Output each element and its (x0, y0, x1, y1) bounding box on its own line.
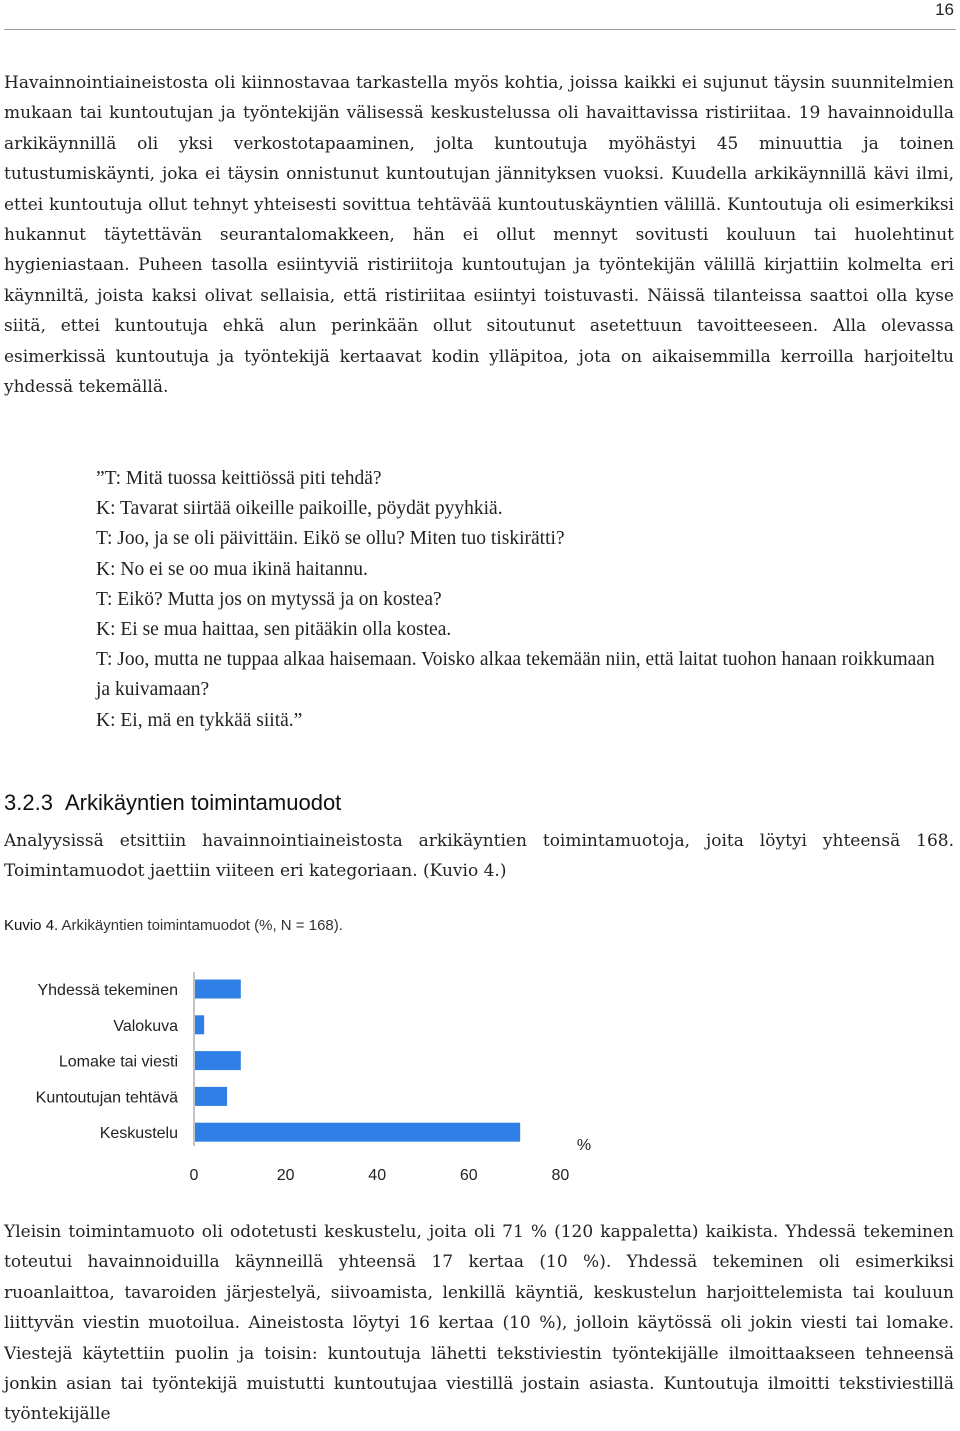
section-title: Arkikäyntien toimintamuodot (64, 790, 342, 815)
dialogue-line: K: Ei se mua haittaa, sen pitääkin olla kostea. (96, 619, 452, 641)
page-number: 16 (935, 0, 954, 19)
dialogue-line: T: Joo, mutta ne tuppaa alkaa haisemaan. Voisko alkaa tekemään niin, että laitat tuohon hanaan roikkumaan ja kuivamaan? (96, 649, 935, 701)
tick-label: 40 (368, 1167, 387, 1184)
dialogue-line: T: Joo, ja se oli päivittäin. Eikö se ollu? Miten tuo tiskirätti? (96, 528, 565, 550)
dialogue-line: K: Ei, mä en tykkää siitä.” (96, 709, 303, 731)
body-paragraph-3: Yleisin toimintamuoto oli odotetusti keskustelu, joita oli 71 % (120 kappaletta) kaikista. Yhdessä tekeminen toteutui havainnoiduilla käynneillä yhteensä 17 kertaa (10 %). Yhdessä tekeminen oli esimerkiksi ruoanlaittoa, tavaroiden järjestelyä, siivoamista, lenkillä käyntiä, keskustelun harjoittelemista tai kouluun liittyvän viestin muotoilua. Aineistosta löytyi 16 kertaa (10 %), jolloin käytössä oli jokin viesti tai lomake. Viestejä käytettiin puolin ja toisin: kuntoutuja lähetti tekstiviestin työntekijälle ilmoittaakseen tehneensä jonkin asian tai työntekijä muistutti kuntoutujaa viestillä jostain asiasta. Kuntoutuja ilmoitti tekstiviestillä työntekijälle (4, 1222, 954, 1425)
figure-label: Kuvio 4. (4, 917, 59, 934)
figure-caption (4, 917, 343, 934)
category-label: Lomake tai viesti (58, 1053, 178, 1071)
body-paragraph-2: Analyysissä etsittiin havainnointiaineistosta arkikäyntien toimintamuotoja, joita löytyi yhteensä 168. Toimintamuodot jaettiin viiteen eri kategoriaan. (Kuvio 4.) (4, 831, 954, 882)
tick-label: 80 (551, 1167, 570, 1184)
section-number: 3.2.3 (4, 790, 53, 815)
dialogue-line: ”T: Mitä tuossa keittiössä piti tehdä? (96, 468, 382, 489)
tick-label: 20 (276, 1167, 295, 1184)
bar (195, 1087, 227, 1106)
dialogue-line: K: No ei se oo mua ikinä haitannu. (96, 558, 368, 580)
category-label: Valokuva (113, 1017, 178, 1035)
tick-label: 0 (189, 1167, 199, 1184)
bar (195, 980, 241, 999)
dialogue-line: T: Eikö? Mutta jos on mytyssä ja on kostea? (96, 588, 442, 610)
dialogue-line: K: Tavarat siirtää oikeille paikoille, pöydät pyyhkiä. (96, 498, 503, 520)
bar (195, 1123, 520, 1142)
bar-chart (0, 960, 960, 1195)
tick-label: 60 (459, 1167, 478, 1184)
category-label: Keskustelu (99, 1125, 178, 1143)
dialogue-quote (96, 464, 949, 736)
axis-unit-label: % (576, 1137, 592, 1154)
body-paragraph-1: Havainnointiaineistosta oli kiinnostavaa tarkastella myös kohtia, joissa kaikki ei sujunut täysin suunnitelmien mukaan tai kuntoutujan ja työntekijän välisessä keskustelussa oli havaittavissa ristiriitaa. 19 havainnoidulla arkikäynnillä oli yksi verkostotapaaminen, jolta kuntoutuja myöhästyi 45 minuuttia ja toinen tutustumiskäynti, joka ei täysin onnistunut kuntoutujan jännityksen vuoksi. Kuudella arkikäynnillä kävi ilmi, ettei kuntoutuja ollut tehnyt yhteisesti sovittua tehtävää kuntoutuskäyntien välillä. Kuntoutuja oli esimerkiksi hukannut täytettävän seurantalomakkeen, hän ei ollut mennyt sovitusti kouluun tai huolehtinut hygieniastaan. Puheen tasolla esiintyviä ristiriitoja kuntoutujan ja työntekijän välillä kirjattiin kolmelta eri käynniltä, joista kaksi olivat sellaisia, että ristiriitaa esiintyi toistuvasti. Näissä tilanteissa saattoi olla kyse siitä, ettei kuntoutuja ehkä alun perinkään ollut sitoutunut asetettuun tavoitteeseen. Alla olevassa esimerkissä kuntoutuja ja työntekijä kertaavat kodin ylläpitoa, jota on aikaisemmilla kerroilla harjoiteltu yhdessä tekemällä. (4, 73, 954, 398)
section-heading (4, 790, 341, 816)
figure-caption-text: Arkikäyntien toimintamuodot (%, N = 168). (61, 917, 343, 934)
header-rule (4, 29, 956, 30)
bar (195, 1051, 241, 1070)
bar (195, 1015, 204, 1034)
category-label: Kuntoutujan tehtävä (35, 1089, 178, 1107)
category-label: Yhdessä tekeminen (37, 982, 178, 999)
